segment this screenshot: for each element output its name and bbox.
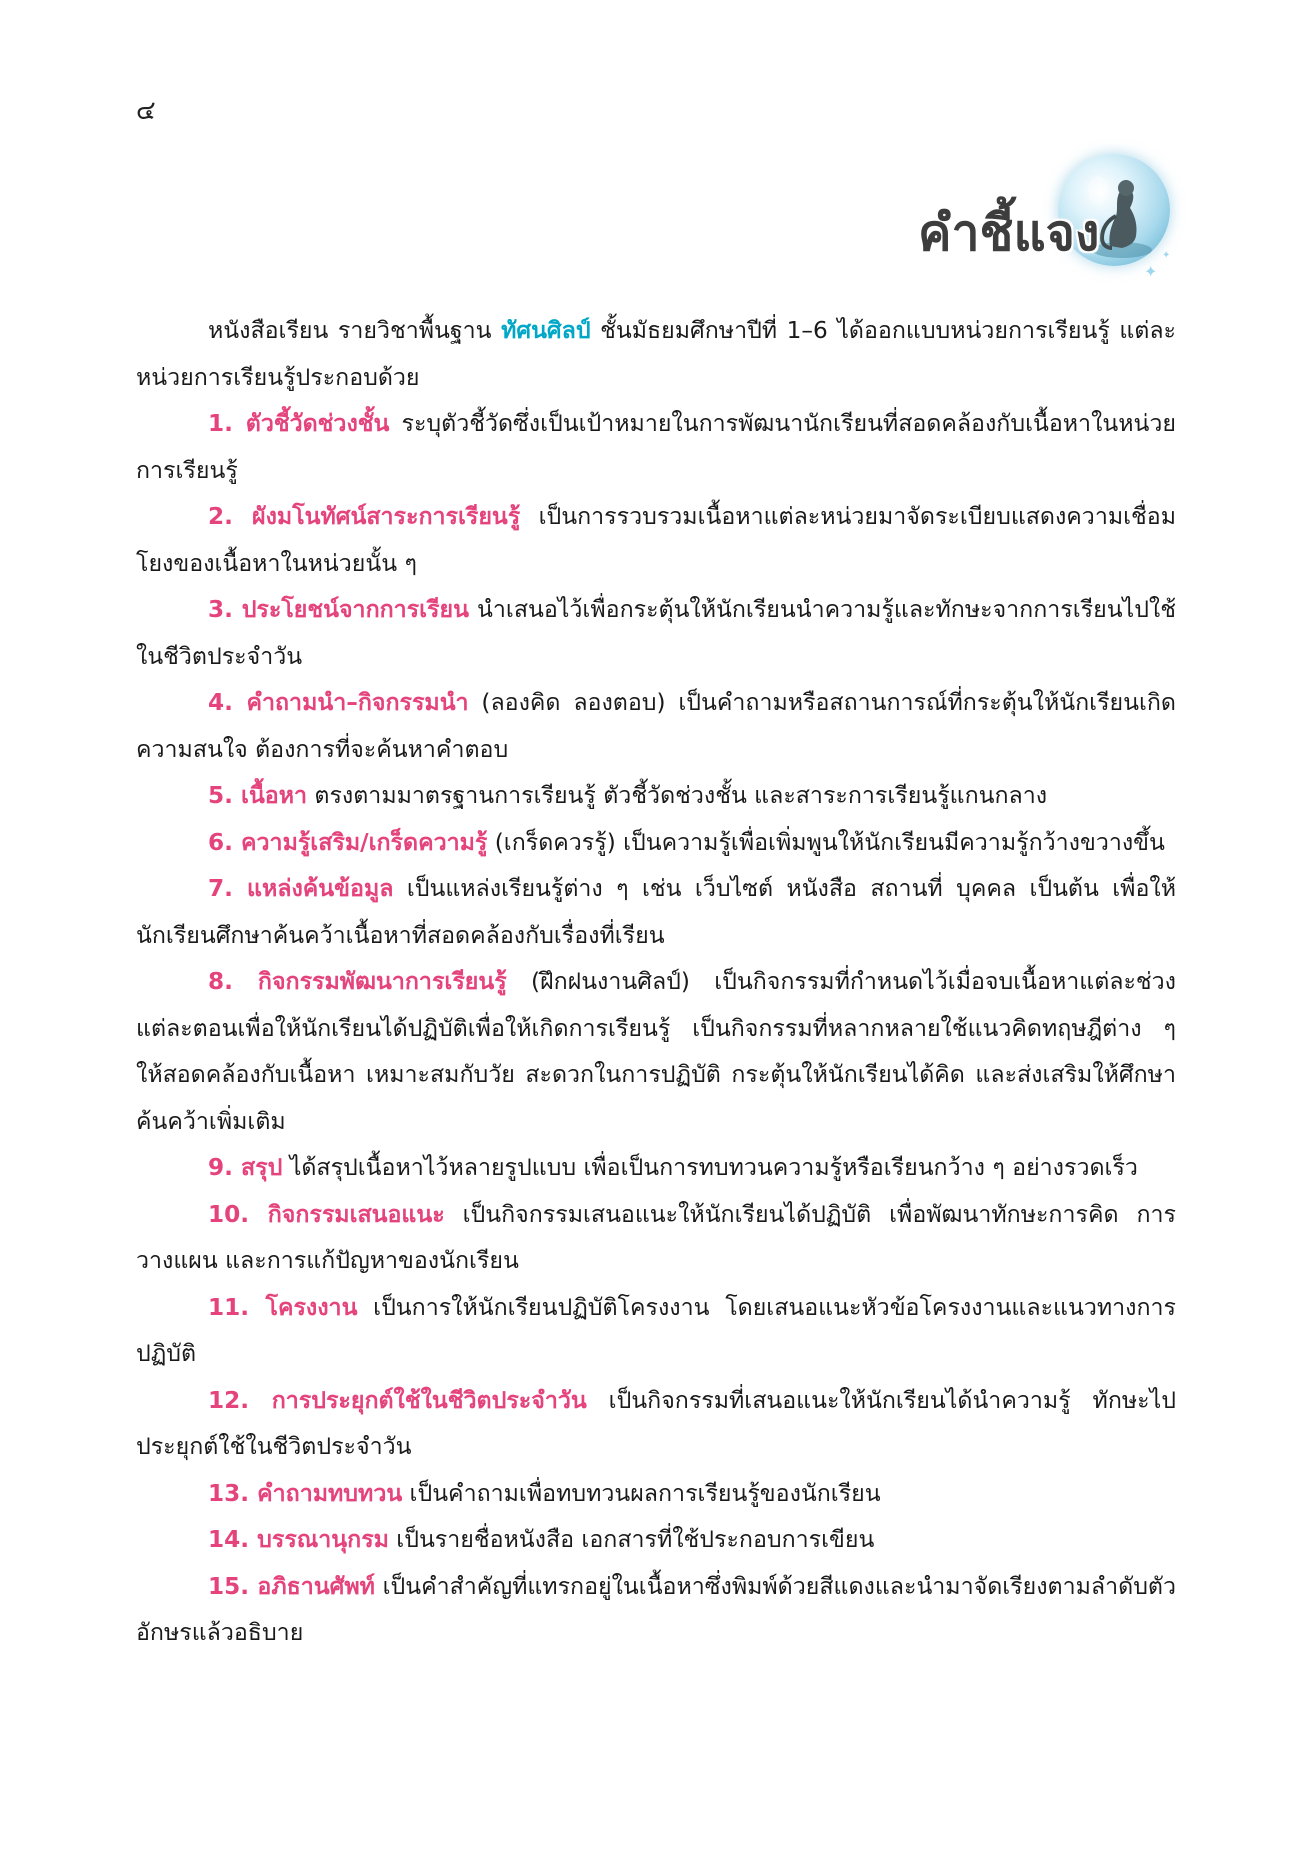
item-label: 15. อภิธานศัพท์ (208, 1572, 375, 1600)
list-item: 4. คำถามนำ–กิจกรรมนำ (ลองคิด ลองตอบ) เป็นคำถามหรือสถานการณ์ที่กระตุ้นให้นักเรียนเกิดความสนใจ ต้องการที่จะค้นหาคำตอบ (136, 689, 1176, 763)
item-label: 9. สรุป (208, 1154, 283, 1181)
item-label: 14. บรรณานุกรม (208, 1526, 389, 1553)
item-label: 3. ประโยชน์จากการเรียน (208, 596, 469, 623)
item-label: 8. กิจกรรมพัฒนาการเรียนรู้ (208, 968, 507, 995)
item-label: 2. ผังมโนทัศน์สาระการเรียนรู้ (208, 503, 521, 530)
sparkle-icon: ✦ (1144, 262, 1158, 281)
page-heading: คำชี้แจง (918, 204, 1100, 262)
list-item: 2. ผังมโนทัศน์สาระการเรียนรู้ เป็นการรวบรวมเนื้อหาแต่ละหน่วยมาจัดระเบียบแสดงความเชื่อมโยงของเนื้อหาในหน่วยนั้น ๆ (136, 503, 1177, 577)
list-item: 6. ความรู้เสริม/เกร็ดความรู้ (เกร็ดควรรู้) เป็นความรู้เพื่อเพิ่มพูนให้นักเรียนมีความรู้กว้างขวางขึ้น (208, 828, 1165, 856)
list-item: 5. เนื้อหา ตรงตามมาตรฐานการเรียนรู้ ตัวชี้วัดช่วงชั้น และสาระการเรียนรู้แกนกลาง (208, 782, 1048, 809)
item-label: 13. คำถามทบทวน (208, 1479, 403, 1507)
item-label: 11. โครงงาน (208, 1293, 358, 1321)
list-item: 8. กิจกรรมพัฒนาการเรียนรู้ (ฝึกฝนงานศิลป์) เป็นกิจกรรมที่กำหนดไว้เมื่อจบเนื้อหาแต่ละช่วง แต่ละตอนเพื่อให้นักเรียนได้ปฏิบัติเพื่อให้เกิดการเรียนรู้ เป็นกิจกรรมที่หลากหลายใช้แนวคิดทฤษฎีต่าง ๆ ให้สอดคล้องกับเนื้อหา เหมาะสมกับวัย สะดวกในการปฏิบัติ กระตุ้นให้นักเรียนได้คิด และส่งเสริมให้ศึกษาค้นคว้าเพิ่มเติม (136, 968, 1176, 1135)
list-item: 1. ตัวชี้วัดช่วงชั้น ระบุตัวชี้วัดซึ่งเป็นเป้าหมายในการพัฒนานักเรียนที่สอดคล้องกับเนื้อหาในหน่วยการเรียนรู้ (136, 410, 1176, 484)
sparkle-icon: ✦ (1162, 250, 1171, 261)
explanation-body (136, 308, 1176, 1657)
list-item: 14. บรรณานุกรม เป็นรายชื่อหนังสือ เอกสารที่ใช้ประกอบการเขียน (208, 1526, 875, 1553)
item-label: 4. คำถามนำ–กิจกรรมนำ (208, 689, 469, 716)
list-item: 12. การประยุกต์ใช้ในชีวิตประจำวัน เป็นกิจกรรมที่เสนอแนะให้นักเรียนได้นำความรู้ ทักษะไปประยุกต์ใช้ในชีวิตประจำวัน (136, 1386, 1176, 1460)
list-item: 10. กิจกรรมเสนอแนะ เป็นกิจกรรมเสนอแนะให้นักเรียนได้ปฏิบัติ เพื่อพัฒนาทักษะการคิด การวางแผน และการแก้ปัญหาของนักเรียน (136, 1200, 1176, 1274)
list-item: 13. คำถามทบทวน เป็นคำถามเพื่อทบทวนผลการเรียนรู้ของนักเรียน (208, 1479, 881, 1507)
intro-paragraph: หนังสือเรียน รายวิชาพื้นฐาน ทัศนศิลป์ ชั้นมัธยมศึกษาปีที่ 1–6 ได้ออกแบบหน่วยการเรียนรู้ แต่ละหน่วยการเรียนรู้ประกอบด้วย (136, 317, 1177, 391)
list-item: 9. สรุป ได้สรุปเนื้อหาไว้หลายรูปแบบ เพื่อเป็นการทบทวนความรู้หรือเรียนกว้าง ๆ อย่างรวดเร็ว (208, 1154, 1138, 1181)
list-item: 11. โครงงาน เป็นการให้นักเรียนปฏิบัติโครงงาน โดยเสนอแนะหัวข้อโครงงานและแนวทางการปฏิบัติ (136, 1293, 1176, 1367)
item-label: 5. เนื้อหา (208, 782, 308, 809)
item-label: 7. แหล่งค้นข้อมูล (208, 875, 394, 902)
item-label: 1. ตัวชี้วัดช่วงชั้น (208, 410, 390, 437)
heading-block (918, 150, 1178, 281)
page-number: ๔ (136, 96, 156, 126)
list-item: 7. แหล่งค้นข้อมูล เป็นแหล่งเรียนรู้ต่าง ๆ เช่น เว็บไซต์ หนังสือ สถานที่ บุคคล เป็นต้น เพื่อให้นักเรียนศึกษาค้นคว้าเนื้อหาที่สอดคล้องกับเรื่องที่เรียน (136, 875, 1176, 949)
subject-name: ทัศนศิลป์ (501, 317, 591, 344)
list-item: 15. อภิธานศัพท์ เป็นคำสำคัญที่แทรกอยู่ในเนื้อหาซึ่งพิมพ์ด้วยสีแดงและนำมาจัดเรียงตามลำดับตัวอักษรแล้วอธิบาย (136, 1572, 1176, 1646)
item-label: 10. กิจกรรมเสนอแนะ (208, 1200, 445, 1228)
list-item: 3. ประโยชน์จากการเรียน นำเสนอไว้เพื่อกระตุ้นให้นักเรียนนำความรู้และทักษะจากการเรียนไปใช้ในชีวิตประจำวัน (136, 596, 1176, 670)
item-label: 12. การประยุกต์ใช้ในชีวิตประจำวัน (208, 1386, 587, 1414)
item-label: 6. ความรู้เสริม/เกร็ดความรู้ (208, 828, 488, 856)
